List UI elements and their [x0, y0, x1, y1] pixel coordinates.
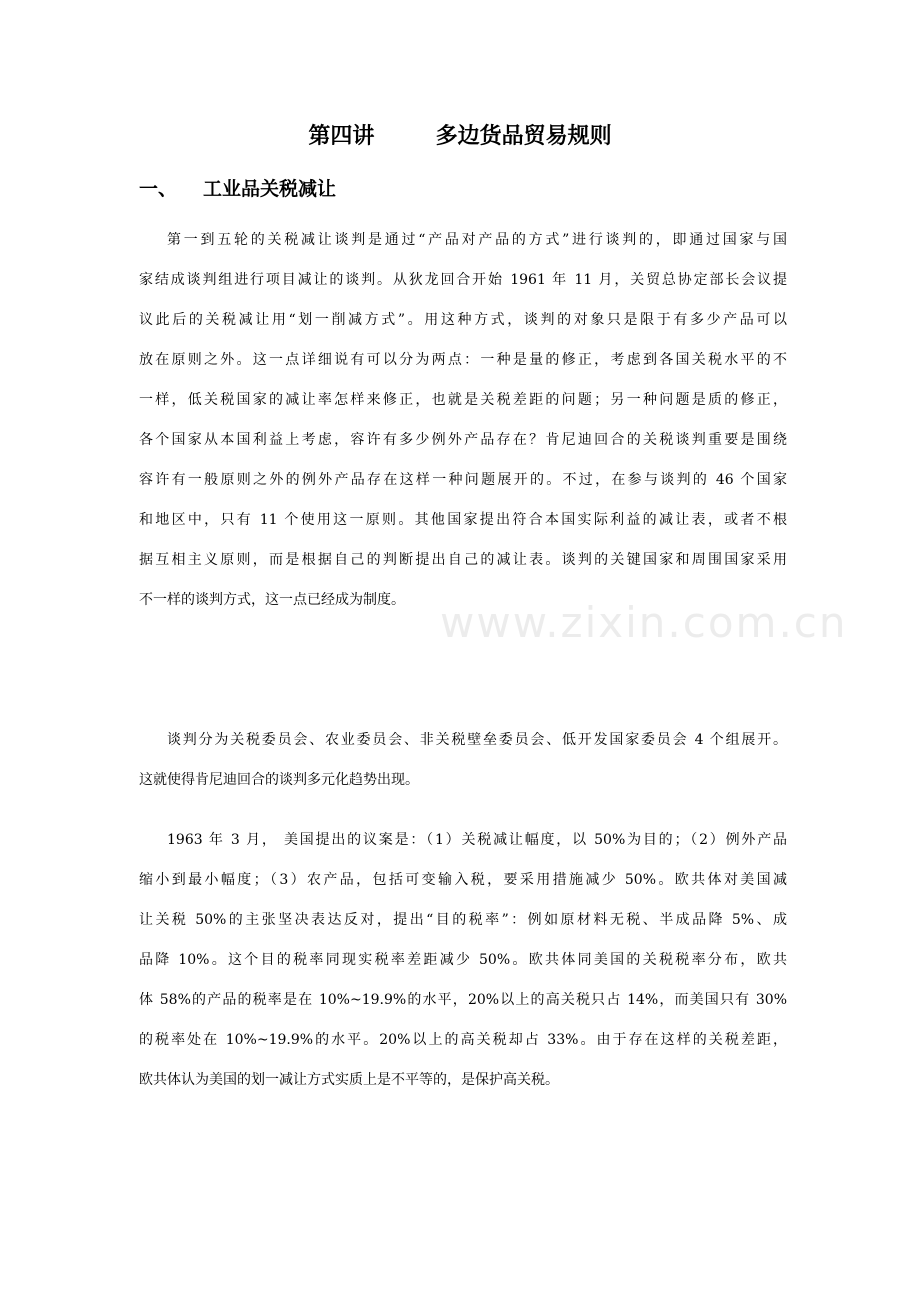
paragraph-line: 让关税 50%的主张坚决表达反对，提出“目的税率”：例如原材料无税、半成品降 5%、成 [139, 912, 787, 928]
paragraph-line: 这就使得肯尼迪回合的谈判多元化趋势出现。 [139, 772, 419, 788]
section-heading-text: 工业品关税减让 [203, 178, 337, 200]
paragraph-line: 各个国家从本国利益上考虑，容许有多少例外产品存在？肯尼迪回合的关税谈判重要是围绕 [139, 432, 787, 448]
section-heading [139, 174, 336, 204]
document-title: 第四讲 多边货品贸易规则 [308, 124, 612, 149]
watermark: www.zixin.com.cn [440, 598, 848, 647]
paragraph-line: 1963 年 3 月， 美国提出的议案是：（1）关税减让幅度，以 50%为目的；（2）例外产品 [167, 832, 787, 848]
paragraph-line: 谈判分为关税委员会、农业委员会、非关税壁垒委员会、低开发国家委员会 4 个组展开。 [167, 732, 787, 748]
paragraph-line: 的税率处在 10%~19.9%的水平。20%以上的高关税却占 33%。由于存在这样的关税差距， [139, 1032, 787, 1048]
paragraph-line: 不一样的谈判方式，这一点已经成为制度。 [139, 592, 405, 608]
paragraph-line: 议此后的关税减让用“划一削减方式”。用这种方式，谈判的对象只是限于有多少产品可以 [139, 312, 787, 328]
paragraph-line: 一样，低关税国家的减让率怎样来修正，也就是关税差距的问题；另一种问题是质的修正， [139, 392, 787, 408]
paragraph-3 [139, 820, 787, 1100]
paragraph-2 [139, 720, 787, 800]
paragraph-line: 容许有一般原则之外的例外产品存在这样一种问题展开的。不过，在参与谈判的 46 个国家 [139, 472, 787, 488]
paragraph-line: 体 58%的产品的税率是在 10%~19.9%的水平，20%以上的高关税只占 14%，而美国只有 30% [139, 992, 787, 1008]
paragraph-line: 欧共体认为美国的划一减让方式实质上是不平等的，是保护高关税。 [139, 1072, 559, 1088]
paragraph-line: 和地区中，只有 11 个使用这一原则。其他国家提出符合本国实际利益的减让表，或者不根 [139, 512, 787, 528]
paragraph-line: 缩小到最小幅度；（3）农产品，包括可变输入税，要采用措施减少 50%。欧共体对美国减 [139, 872, 787, 888]
section-number: 一、 [139, 178, 178, 200]
paragraph-line: 第一到五轮的关税减让谈判是通过“产品对产品的方式”进行谈判的，即通过国家与国 [167, 232, 787, 248]
paragraph-line: 据互相主义原则，而是根据自己的判断提出自己的减让表。谈判的关键国家和周围国家采用 [139, 552, 787, 568]
paragraph-line: 家结成谈判组进行项目减让的谈判。从狄龙回合开始 1961 年 11 月，关贸总协定部长会议提 [139, 272, 787, 288]
paragraph-line: 品降 10%。这个目的税率同现实税率差距减少 50%。欧共体同美国的关税税率分布，欧共 [139, 952, 787, 968]
paragraph-1 [139, 220, 787, 620]
paragraph-line: 放在原则之外。这一点详细说有可以分为两点：一种是量的修正，考虑到各国关税水平的不 [139, 352, 787, 368]
